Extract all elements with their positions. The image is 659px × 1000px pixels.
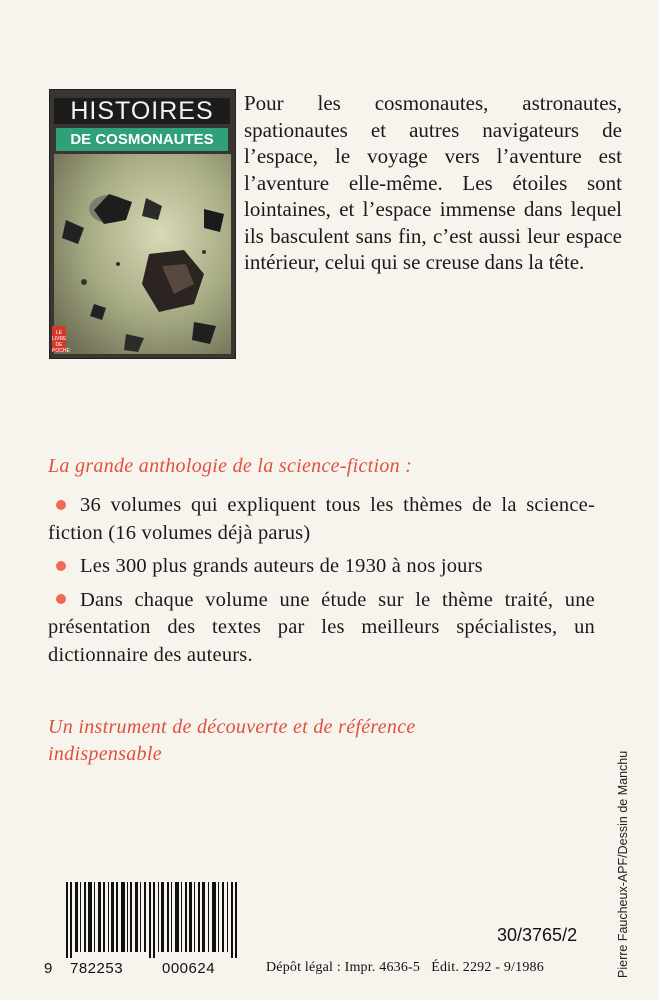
bullet-dot-icon [56, 594, 66, 604]
legal-edition: Édit. 2292 - 9/1986 [431, 960, 544, 975]
list-item-text: Les 300 plus grands auteurs de 1930 à nos jours [80, 555, 483, 577]
barcode [64, 882, 239, 958]
barcode-number [44, 960, 244, 980]
barcode-first-digit: 9 [44, 960, 53, 977]
publisher-logo: LE LIVRE DE POCHE [52, 326, 66, 352]
anthology-heading: La grande anthologie de la science-fiction : [48, 455, 413, 477]
legal-depot: Dépôt légal : Impr. 4636-5 [266, 960, 421, 975]
barcode-group-2: 000624 [162, 960, 216, 977]
blurb-text: Pour les cosmonautes, astronautes, spationautes et autres navigateurs de l’espace, le voyage vers l’aventure est l’aventure elle-même. Les étoiles sont lointaines, et l’espace immense dans lequel ils basculent sans fin, c’est aussi leur espace intérieur, celui qui se creuse dans la tête. [244, 91, 622, 274]
cover-thumbnail [50, 90, 235, 358]
barcode-group-1: 782253 [70, 960, 124, 977]
feature-list [48, 492, 595, 675]
bullet-dot-icon [56, 500, 66, 510]
cover-illustration [54, 154, 231, 354]
cover-subtitle: DE COSMONAUTES [56, 128, 228, 151]
list-item [48, 492, 595, 547]
list-item [48, 587, 595, 670]
list-item-text: Dans chaque volume une étude sur le thème traité, une présentation des textes par les meilleurs spécialistes, un dictionnaire des auteurs. [48, 588, 595, 666]
cover-title: HISTOIRES [54, 98, 230, 124]
closing-tagline: Un instrument de découverte et de référence indispensable [48, 716, 416, 765]
list-item-text: 36 volumes qui expliquent tous les thèmes de la science-fiction (16 volumes déjà parus) [48, 494, 595, 544]
list-item [48, 553, 595, 581]
design-credit: Pierre Faucheux-APF/Dessin de Manchu [616, 750, 630, 978]
catalog-reference: 30/3765/2 [497, 925, 578, 945]
bullet-dot-icon [56, 561, 66, 571]
legal-deposit [266, 960, 544, 976]
